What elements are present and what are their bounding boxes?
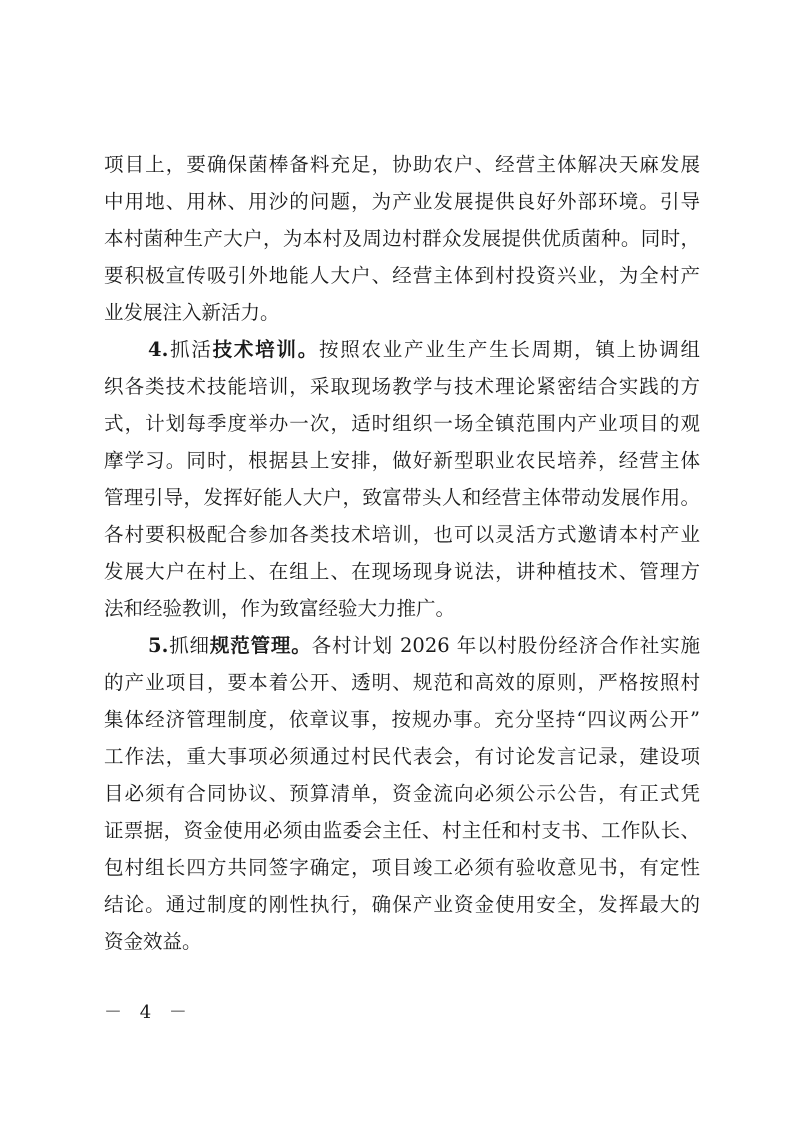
text-line: 织各类技术技能培训，采取现场教学与技术理论紧密结合实践的方 [104,375,700,398]
text-line: 摩学习。同时，根据县上安排，做好新型职业农民培养，经营主体 [104,449,700,472]
section-4-heading: 技术培训。 [212,338,319,361]
section-4-text: 按照农业产业生产生长周期，镇上协调组 [318,338,700,361]
paragraph-project-support [104,146,700,331]
section-5-standardized-management [104,627,700,960]
section-5-heading: 规范管理。 [209,634,312,657]
section-4-technical-training [104,331,700,627]
text-line: 各村要积极配合参加各类技术培训，也可以灵活方式邀请本村产业 [104,523,700,546]
section-4-number: 4. [148,338,169,361]
text-line: 证票据，资金使用必须由监委会主任、村主任和村支书、工作队长、 [104,819,700,842]
page-number: － 4 － [104,1002,193,1023]
section-5-first-line [104,627,700,664]
text-line: 本村菌种生产大户，为本村及周边村群众发展提供优质菌种。同时， [104,227,700,250]
section-5-heading-prefix: 抓细 [168,634,210,657]
text-line: 式，计划每季度举办一次，适时组织一场全镇范围内产业项目的观 [104,412,700,435]
text-line: 资金效益。 [104,930,202,953]
text-line: 要积极宣传吸引外地能人大户、经营主体到村投资兴业，为全村产 [104,264,700,287]
text-line: 的产业项目，要本着公开、透明、规范和高效的原则，严格按照村 [104,671,700,694]
section-5-text: 各村计划 2026 年以村股份经济合作社实施 [311,634,700,657]
text-line: 业发展注入新活力。 [104,301,280,324]
section-5-number: 5. [148,634,169,657]
text-line: 集体经济管理制度，依章议事，按规办事。充分坚持“四议两公开” [104,708,700,731]
text-line: 包村组长四方共同签字确定，项目竣工必须有验收意见书，有定性 [104,856,700,879]
text-line: 管理引导，发挥好能人大户，致富带头人和经营主体带动发展作用。 [104,486,700,509]
section-4-first-line [104,331,700,368]
text-line: 法和经验教训，作为致富经验大力推广。 [104,597,456,620]
text-line: 工作法，重大事项必须通过村民代表会，有讨论发言记录，建设项 [104,745,700,768]
text-line: 项目上，要确保菌棒备料充足，协助农户、经营主体解决天麻发展 [104,153,700,176]
section-4-heading-prefix: 抓活 [168,338,213,361]
text-line: 发展大户在村上、在组上、在现场现身说法，讲种植技术、管理方 [104,560,700,583]
text-line: 结论。通过制度的刚性执行，确保产业资金使用安全，发挥最大的 [104,893,700,916]
text-line: 中用地、用林、用沙的问题，为产业发展提供良好外部环境。引导 [104,190,700,213]
text-line: 目必须有合同协议、预算清单，资金流向必须公示公告，有正式凭 [104,782,700,805]
